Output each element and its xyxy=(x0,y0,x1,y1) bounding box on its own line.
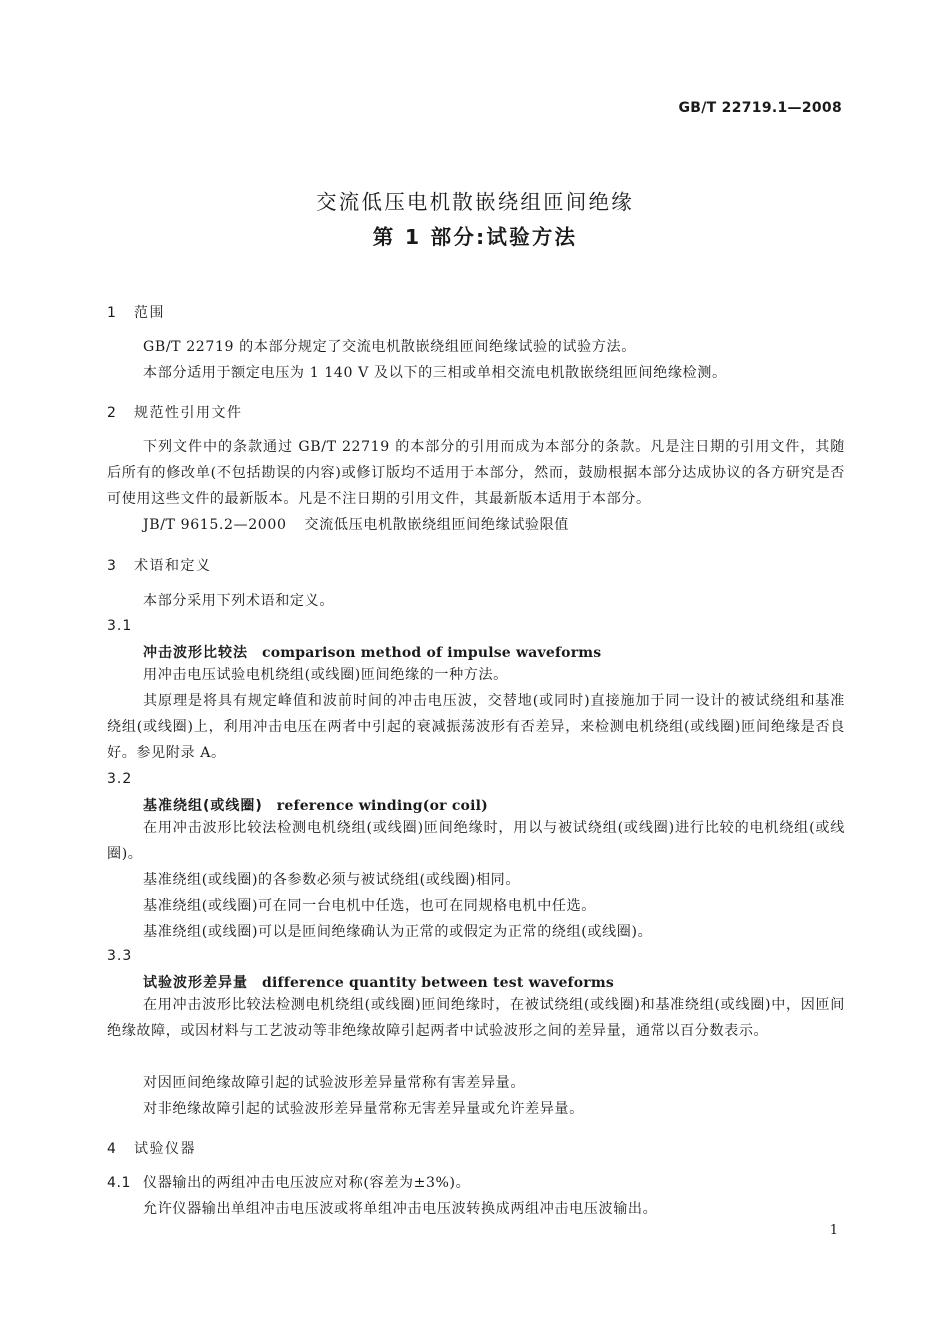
term-english: comparison method of impulse waveforms xyxy=(262,645,602,661)
term-heading xyxy=(143,795,488,815)
section-number: 1 xyxy=(107,305,118,321)
term-chinese: 冲击波形比较法 xyxy=(143,645,248,661)
clause-number: 3.1 xyxy=(107,618,133,634)
section-number: 2 xyxy=(107,405,118,421)
section-number: 4 xyxy=(107,1141,118,1157)
paragraph: 基准绕组(或线圈)可以是匝间绝缘确认为正常的或假定为正常的绕组(或线圈)。 xyxy=(143,924,653,940)
clause-4-1 xyxy=(107,1170,845,1196)
term-english: reference winding(or coil) xyxy=(276,798,488,814)
term-english: difference quantity between test waveforms xyxy=(262,975,614,991)
document-title-line2: 第 1 部分:试验方法 xyxy=(372,225,578,249)
clause-number: 3.2 xyxy=(107,771,133,787)
paragraph: 用冲击电压试验电机绕组(或线圈)匝间绝缘的一种方法。 xyxy=(143,667,508,683)
paragraph: 对因匝间绝缘故障引起的试验波形差异量常称有害差异量。 xyxy=(143,1075,526,1091)
term-heading xyxy=(143,972,614,992)
standard-code: GB/T 22719.1—2008 xyxy=(678,100,842,116)
paragraph: 在用冲击波形比较法检测电机绕组(或线圈)匝间绝缘时，在被试绕组(或线圈)和基准绕组(或线圈)中，因匝间绝缘故障，或因材料与工艺波动等非绝缘故障引起两者中试验波形之间的差异量，通常以百分数表示。 xyxy=(107,997,845,1039)
paragraph: GB/T 22719 的本部分规定了交流电机散嵌绕组匝间绝缘试验的试验方法。 xyxy=(143,339,636,355)
term-chinese: 试验波形差异量 xyxy=(143,975,248,991)
term-chinese: 基准绕组(或线圈) xyxy=(143,798,263,814)
term-heading xyxy=(143,642,601,662)
paragraph: 本部分采用下列术语和定义。 xyxy=(143,593,335,609)
page-number: 1 xyxy=(829,1223,838,1238)
section-title: 规范性引用文件 xyxy=(134,405,243,421)
section-4-heading xyxy=(107,1138,196,1158)
section-1-heading xyxy=(107,302,165,322)
paragraph: 其原理是将具有规定峰值和波前时间的冲击电压波，交替地(或同时)直接施加于同一设计的被试绕组和基准绕组(或线圈)上，利用冲击电压在两者中引起的衰减振荡波形有否差异，来检测电机绕组(或线圈)匝间绝缘是否良好。参见附录 A。 xyxy=(107,693,845,761)
clause-text: 仪器输出的两组冲击电压波应对称(容差为±3%)。 xyxy=(143,1175,471,1191)
paragraph: 允许仪器输出单组冲击电压波或将单组冲击电压波转换成两组冲击电压波输出。 xyxy=(143,1201,658,1217)
section-2-heading xyxy=(107,402,243,422)
paragraph: 基准绕组(或线圈)的各参数必须与被试绕组(或线圈)相同。 xyxy=(143,872,521,888)
section-number: 3 xyxy=(107,558,118,574)
paragraph: 下列文件中的条款通过 GB/T 22719 的本部分的引用而成为本部分的条款。凡是注日期的引用文件，其随后所有的修改单(不包括勘误的内容)或修订版均不适用于本部分，然而，鼓励根据本部分达成协议的各方研究是否可使用这些文件的最新版本。凡是不注日期的引用文件，其最新版本适用于本部分。 xyxy=(107,439,845,507)
document-title-line1: 交流低压电机散嵌绕组匝间绝缘 xyxy=(316,190,634,214)
section-title: 试验仪器 xyxy=(134,1141,196,1157)
paragraph: 本部分适用于额定电压为 1 140 V 及以下的三相或单相交流电机散嵌绕组匝间绝缘检测。 xyxy=(143,365,727,381)
reference-title: 交流低压电机散嵌绕组匝间绝缘试验限值 xyxy=(304,517,570,533)
normative-reference xyxy=(143,512,569,538)
section-3-heading xyxy=(107,555,212,575)
section-title: 术语和定义 xyxy=(134,558,212,574)
paragraph: 基准绕组(或线圈)可在同一台电机中任选，也可在同规格电机中任选。 xyxy=(143,898,597,914)
reference-code: JB/T 9615.2—2000 xyxy=(143,517,287,533)
section-title: 范围 xyxy=(134,305,165,321)
paragraph: 在用冲击波形比较法检测电机绕组(或线圈)匝间绝缘时，用以与被试绕组(或线圈)进行比较的电机绕组(或线圈)。 xyxy=(107,820,845,862)
clause-number: 3.3 xyxy=(107,948,133,964)
paragraph: 对非绝缘故障引起的试验波形差异量常称无害差异量或允许差异量。 xyxy=(143,1101,584,1117)
clause-number: 4.1 xyxy=(107,1175,132,1191)
